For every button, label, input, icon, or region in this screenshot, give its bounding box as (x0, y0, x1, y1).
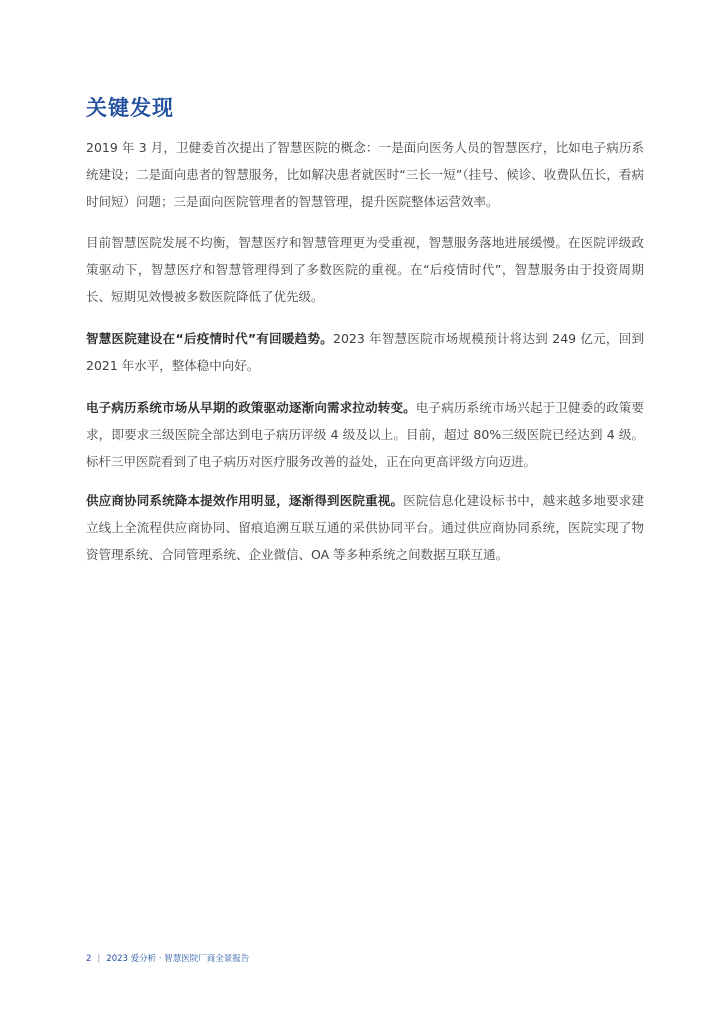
paragraph-lead: 智慧医院建设在“后疫情时代”有回暖趋势。 (86, 331, 334, 346)
report-title: 2023 爱分析 · 智慧医院厂商全景报告 (106, 954, 250, 964)
paragraph-supplier-collaboration (86, 487, 644, 568)
paragraph-body: 医院信息化建设标书中，越来越多地要求建立线上全流程供应商协同、留痕追溯互联互通的采供协同平台。通过供应商协同系统，医院实现了物资管理系统、合同管理系统、企业微信、OA 等多种系统之间数据互联互通。 (86, 493, 644, 562)
paragraph-body: 2023 年智慧医院市场规模预计将达到 249 亿元，回到 2021 年水平，整体稳中向好。 (86, 331, 644, 373)
section-title: 关键发现 (86, 96, 174, 120)
page-number: 2 (86, 954, 92, 964)
paragraph-concept (86, 134, 644, 215)
paragraph-lead: 供应商协同系统降本提效作用明显，逐渐得到医院重视。 (86, 493, 404, 508)
paragraph-body: 电子病历系统市场兴起于卫健委的政策要求，即要求三级医院全部达到电子病历评级 4 级及以上。目前，超过 80%三级医院已经达到 4 级。标杆三甲医院看到了电子病历对医疗服务改善的益处，正在向更高评级方向迈进。 (86, 400, 644, 469)
footer-separator: | (97, 954, 101, 964)
paragraph-development (86, 229, 644, 310)
paragraph-body: 目前智慧医院发展不均衡，智慧医疗和智慧管理更为受重视，智慧服务落地进展缓慢。在医院评级政策驱动下，智慧医疗和智慧管理得到了多数医院的重视。在“后疫情时代”，智慧服务由于投资周期长、短期见效慢被多数医院降低了优先级。 (86, 235, 644, 304)
paragraph-market-recovery (86, 325, 644, 379)
paragraph-body: 2019 年 3 月，卫健委首次提出了智慧医院的概念：一是面向医务人员的智慧医疗，比如电子病历系统建设；二是面向患者的智慧服务，比如解决患者就医时“三长一短”（挂号、候诊、收费队伍长，看病时间短）问题；三是面向医院管理者的智慧管理，提升医院整体运营效率。 (86, 140, 644, 209)
page-footer (86, 952, 249, 964)
paragraph-emr-market (86, 394, 644, 475)
paragraph-lead: 电子病历系统市场从早期的政策驱动逐渐向需求拉动转变。 (86, 400, 416, 415)
